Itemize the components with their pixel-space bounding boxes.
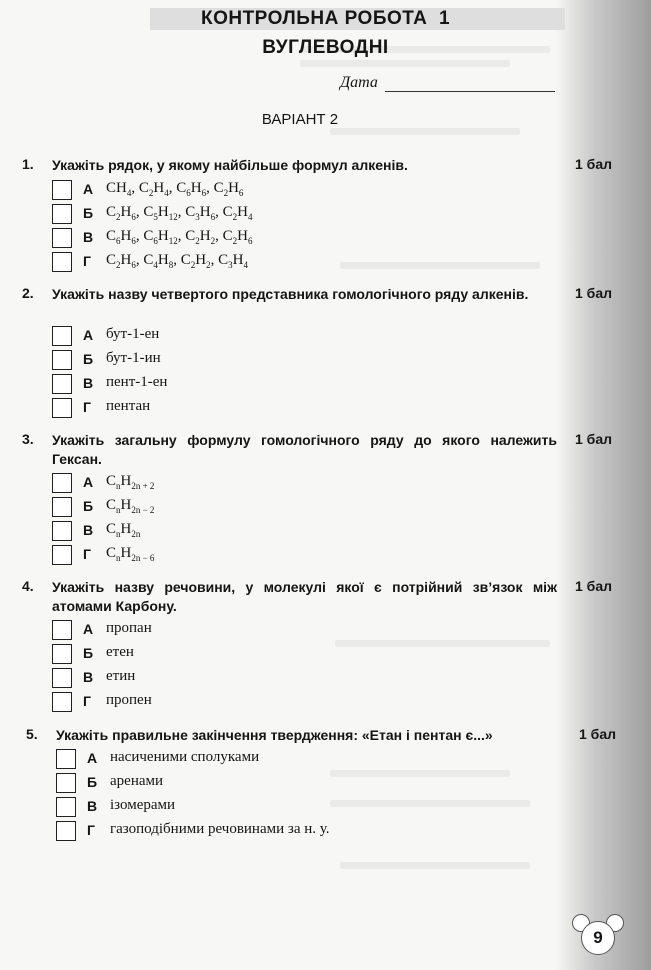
question-score: 1 бал	[575, 285, 613, 301]
answer-checkbox[interactable]	[52, 228, 72, 248]
answer-checkbox[interactable]	[52, 497, 72, 517]
date-label: Дата	[340, 74, 378, 91]
answer-checkbox[interactable]	[52, 545, 72, 565]
option-letter: Г	[83, 546, 91, 562]
option-text: $CH_4$, $C_2H_4$, $C_6H_6$, $C_2H_6$	[106, 180, 244, 198]
option-letter: Б	[83, 498, 94, 514]
question-number: 1.	[22, 156, 34, 172]
question-text: Укажіть правильне закінчення твердження: «Етан і пентан є...»	[56, 727, 493, 743]
page-subtitle: ВУГЛЕВОДНІ	[262, 37, 389, 58]
answer-checkbox[interactable]	[52, 644, 72, 664]
option-text: $C_nH_{2n}$	[106, 521, 141, 539]
option-letter: Б	[83, 205, 94, 221]
answer-checkbox[interactable]	[52, 521, 72, 541]
answer-checkbox[interactable]	[52, 668, 72, 688]
option-text: $C_6H_6$, $C_6H_{12}$, $C_2H_2$, $C_2H_6$	[106, 228, 253, 246]
option-letter: Б	[83, 351, 94, 367]
answer-checkbox[interactable]	[52, 374, 72, 394]
question-number: 5.	[26, 726, 38, 742]
option-letter: В	[83, 375, 94, 391]
option-text: $C_nH_{2n + 2}$	[106, 473, 155, 491]
option-text: насиченими сполуками	[110, 749, 260, 765]
page-edge-shadow	[556, 0, 651, 970]
option-text: етен	[106, 644, 134, 660]
option-text: пент-1-ен	[106, 374, 168, 390]
option-text: бут-1-ин	[106, 350, 161, 366]
question-text: Укажіть назву четвертого представника гомологічного ряду алкенів.	[52, 286, 529, 302]
date-line[interactable]	[385, 91, 555, 92]
page-number: 9	[581, 921, 615, 955]
option-letter: Б	[83, 645, 94, 661]
answer-checkbox[interactable]	[56, 773, 76, 793]
option-text: $C_2H_6$, $C_5H_{12}$, $C_3H_6$, $C_2H_4$	[106, 204, 253, 222]
option-text: пентан	[106, 398, 151, 414]
answer-checkbox[interactable]	[52, 326, 72, 346]
option-text: ізомерами	[110, 797, 176, 813]
variant-label: ВАРІАНТ 2	[261, 111, 339, 128]
page-number-badge	[572, 914, 622, 960]
answer-checkbox[interactable]	[52, 473, 72, 493]
page-title: КОНТРОЛЬНА РОБОТА 1	[200, 8, 451, 29]
question-number: 2.	[22, 285, 34, 301]
option-letter: А	[83, 474, 94, 490]
answer-checkbox[interactable]	[52, 620, 72, 640]
answer-checkbox[interactable]	[52, 398, 72, 418]
option-letter: В	[83, 229, 94, 245]
question-score: 1 бал	[575, 156, 613, 172]
answer-checkbox[interactable]	[56, 797, 76, 817]
option-letter: А	[83, 621, 94, 637]
question-number: 4.	[22, 578, 34, 594]
question-text: Укажіть рядок, у якому найбільше формул алкенів.	[52, 157, 408, 173]
option-letter: Г	[83, 253, 91, 269]
option-text: газоподібними речовинами за н. у.	[110, 821, 330, 837]
option-letter: А	[83, 181, 94, 197]
answer-checkbox[interactable]	[52, 692, 72, 712]
question-number: 3.	[22, 431, 34, 447]
question-text: Укажіть назву речовини, у молекулі якої є потрійний зв’язок між атомами Карбону.	[52, 579, 557, 614]
answer-checkbox[interactable]	[52, 350, 72, 370]
answer-checkbox[interactable]	[56, 749, 76, 769]
option-letter: Г	[87, 822, 95, 838]
option-text: пропен	[106, 692, 152, 708]
question-text: Укажіть загальну формулу гомологічного ряду до якого належить Гексан.	[52, 432, 557, 467]
option-letter: В	[87, 798, 98, 814]
option-text: аренами	[110, 773, 164, 789]
answer-checkbox[interactable]	[52, 252, 72, 272]
option-text: бут-1-ен	[106, 326, 160, 342]
answer-checkbox[interactable]	[52, 180, 72, 200]
option-letter: В	[83, 669, 94, 685]
option-letter: В	[83, 522, 94, 538]
question-score: 1 бал	[579, 726, 617, 742]
question-score: 1 бал	[575, 431, 613, 447]
option-text: $C_2H_6$, $C_4H_8$, $C_2H_2$, $C_3H_4$	[106, 252, 248, 270]
answer-checkbox[interactable]	[56, 821, 76, 841]
option-letter: Г	[83, 693, 91, 709]
answer-checkbox[interactable]	[52, 204, 72, 224]
option-letter: А	[87, 750, 98, 766]
option-text: $C_nH_{2n - 2}$	[106, 497, 155, 515]
option-letter: Б	[87, 774, 98, 790]
option-text: етин	[106, 668, 136, 684]
option-text: $C_nH_{2n - 6}$	[106, 545, 155, 563]
option-letter: А	[83, 327, 94, 343]
option-text: пропан	[106, 620, 152, 636]
date-field[interactable]	[340, 74, 555, 94]
question-score: 1 бал	[575, 578, 613, 594]
option-letter: Г	[83, 399, 91, 415]
